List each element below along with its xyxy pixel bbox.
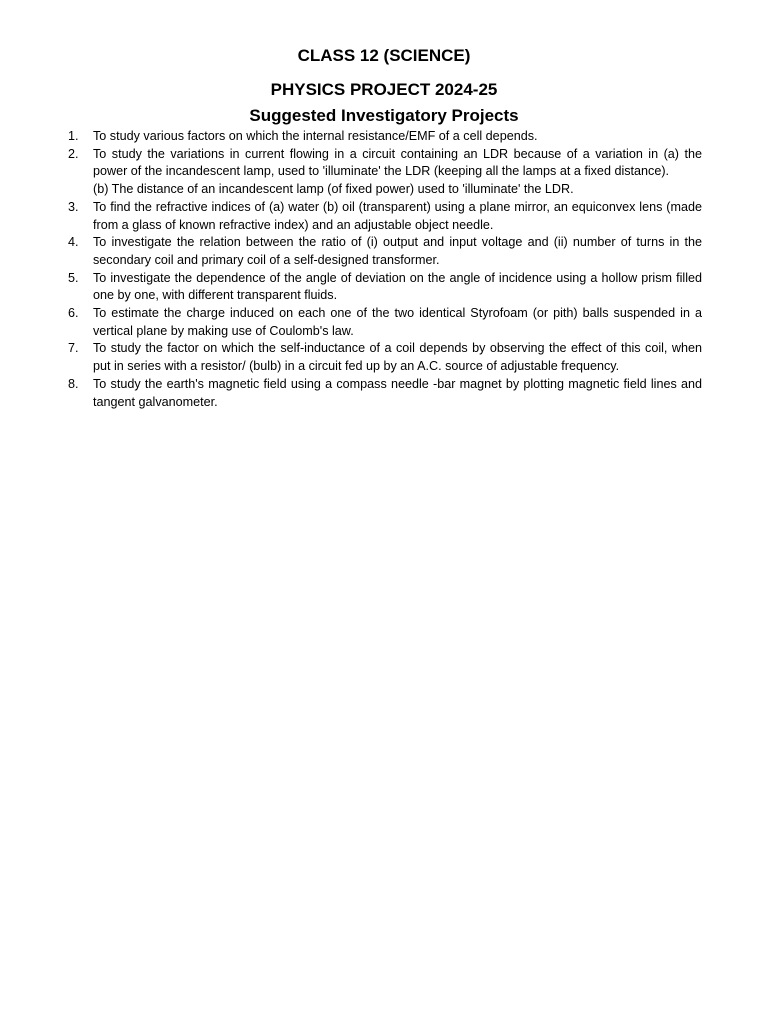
project-heading: PHYSICS PROJECT 2024-25 <box>270 80 498 99</box>
class-heading: CLASS 12 (SCIENCE) <box>297 46 471 65</box>
project-item-1 <box>68 128 702 146</box>
project-item-6 <box>68 305 702 340</box>
project-item-3 <box>68 199 702 234</box>
project-number: 1. <box>68 129 79 143</box>
project-item-4 <box>68 234 702 269</box>
project-item-2 <box>68 146 702 199</box>
project-list <box>68 128 702 411</box>
project-item-5 <box>68 270 702 305</box>
project-item-7 <box>68 340 702 375</box>
project-text: To estimate the charge induced on each one of the two identical Styrofoam (or pith) balls suspended in a vertical plane by making use of Coulomb's law. <box>93 306 702 338</box>
project-number: 6. <box>68 306 79 321</box>
project-number: 5. <box>68 270 79 285</box>
project-item-8 <box>68 376 702 411</box>
project-text: To study the factor on which the self-inductance of a coil depends by observing the effect of this coil, when put in series with a resistor/ (bulb) in a circuit fed up by an A.C. source of adjustable frequency. <box>93 341 702 374</box>
project-text: To investigate the relation between the ratio of (i) output and input voltage and (ii) number of turns in the secondary coil and primary coil of a self-designed transformer. <box>93 235 702 267</box>
project-text: To investigate the dependence of the angle of deviation on the angle of incidence using a hollow prism filled one by one, with different transparent fluids. <box>93 270 702 303</box>
project-text: To study the earth's magnetic field using a compass needle -bar magnet by plotting magnetic field lines and tangent galvanometer. <box>93 376 702 409</box>
project-number: 8. <box>68 376 79 391</box>
project-number: 7. <box>68 341 79 356</box>
project-number: 4. <box>68 235 79 250</box>
project-number: 3. <box>68 199 79 214</box>
project-subtext: (b) The distance of an incandescent lamp (of fixed power) used to 'illuminate' the LDR. <box>93 182 574 197</box>
project-text: To study the variations in current flowing in a circuit containing an LDR because of a variation in (a) the power of the incandescent lamp, used to 'illuminate' the LDR (keeping all the lamps at a fixed distance). <box>93 146 702 179</box>
project-text: To find the refractive indices of (a) water (b) oil (transparent) using a plane mirror, an equiconvex lens (made from a glass of known refractive index) and an adjustable object needle. <box>93 199 702 232</box>
project-number: 2. <box>68 146 79 161</box>
project-text: To study various factors on which the internal resistance/EMF of a cell depends. <box>93 129 538 143</box>
subtitle-heading: Suggested Investigatory Projects <box>249 106 519 125</box>
